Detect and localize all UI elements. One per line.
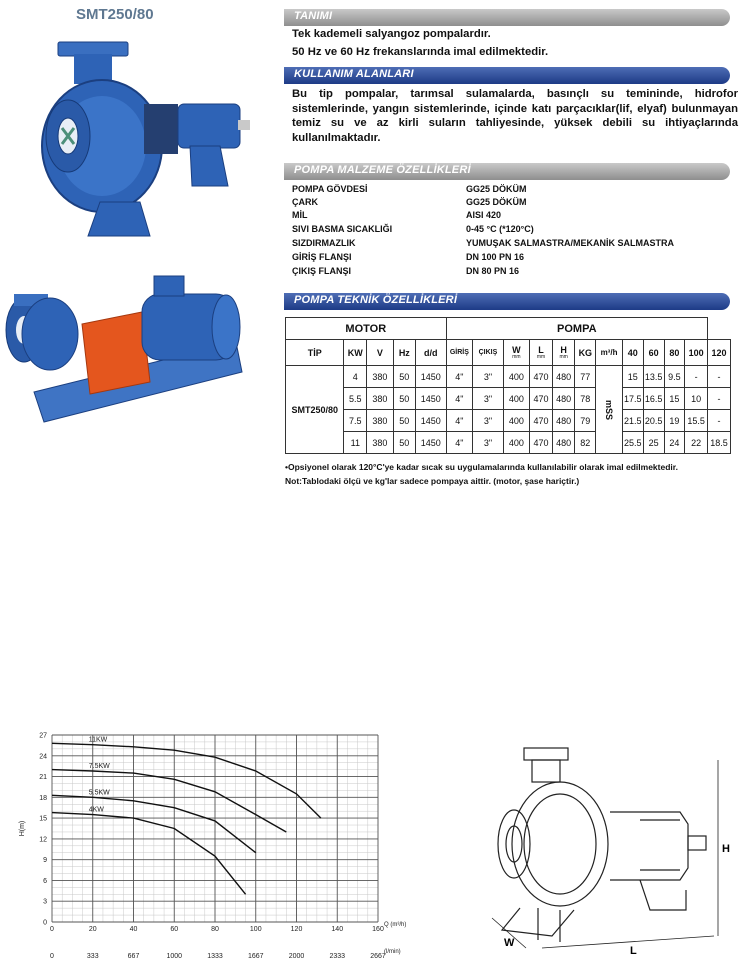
cell: 480 bbox=[552, 388, 575, 410]
y-tick-label: 6 bbox=[43, 877, 47, 885]
section-header-tanimi: TANIMI bbox=[284, 9, 730, 26]
x-tick-label-lmin: 2000 bbox=[288, 953, 305, 960]
section-header-teknik: POMPA TEKNİK ÖZELLİKLERİ bbox=[284, 293, 730, 310]
x-tick-label-lmin: 667 bbox=[127, 953, 140, 960]
x-tick-label: 80 bbox=[211, 926, 219, 933]
table-row bbox=[286, 432, 731, 454]
y-tick-label: 18 bbox=[39, 794, 47, 802]
x-tick-label-lmin: 2333 bbox=[329, 953, 346, 960]
cell: 3" bbox=[473, 410, 503, 432]
cell: 3" bbox=[473, 432, 503, 454]
x-tick-label: 20 bbox=[88, 926, 97, 933]
y-axis-label: H(m) bbox=[19, 820, 26, 837]
x-tick-label-lmin: 333 bbox=[86, 953, 99, 960]
mat-value: DN 100 PN 16 bbox=[466, 252, 525, 262]
x-axis-label-lmin: (l/min) bbox=[384, 949, 401, 955]
cell: 15 bbox=[664, 388, 685, 410]
col-kw: KW bbox=[344, 340, 367, 366]
cell: 470 bbox=[530, 388, 553, 410]
cell: 4" bbox=[446, 410, 473, 432]
cell: 82 bbox=[575, 432, 596, 454]
cell: 13.5 bbox=[643, 366, 664, 388]
col-q60: 60 bbox=[643, 340, 664, 366]
mat-value: 0-45 °C (*120°C) bbox=[466, 224, 534, 234]
pump-dimension-drawing bbox=[490, 740, 735, 955]
cell: 480 bbox=[552, 366, 575, 388]
cell: 18.5 bbox=[708, 432, 731, 454]
mat-value: GG25 DÖKÜM bbox=[466, 197, 527, 207]
cell: 4" bbox=[446, 432, 473, 454]
col-tip: TİP bbox=[286, 340, 344, 366]
cell: 11 bbox=[344, 432, 367, 454]
cell: 15.5 bbox=[685, 410, 708, 432]
x-tick-label: 100 bbox=[249, 926, 262, 933]
mat-label: SIVI BASMA SICAKLIĞI bbox=[292, 224, 393, 234]
cell: 400 bbox=[503, 388, 529, 410]
spec-table bbox=[285, 317, 731, 454]
note-table: Not:Tablodaki ölçü ve kg'lar sadece pompaya aittir. (motor, şase hariçtir.) bbox=[285, 476, 580, 486]
table-row bbox=[286, 366, 731, 388]
cell: 480 bbox=[552, 432, 575, 454]
cell: 1450 bbox=[416, 432, 447, 454]
col-v: V bbox=[367, 340, 393, 366]
cell: 50 bbox=[393, 388, 415, 410]
col-group-motor: MOTOR bbox=[286, 318, 447, 340]
mat-label: SIZDIRMAZLIK bbox=[292, 238, 356, 248]
cell: 77 bbox=[575, 366, 596, 388]
cell: 50 bbox=[393, 432, 415, 454]
series-label: 4KW bbox=[88, 806, 104, 814]
series-line bbox=[52, 770, 286, 832]
cell: 4 bbox=[344, 366, 367, 388]
cell: 3" bbox=[473, 366, 503, 388]
table-row bbox=[286, 410, 731, 432]
y-tick-label: 3 bbox=[43, 898, 47, 906]
cell: 1450 bbox=[416, 388, 447, 410]
x-tick-label: 60 bbox=[170, 926, 179, 933]
cell: 50 bbox=[393, 366, 415, 388]
cell: 22 bbox=[685, 432, 708, 454]
cell: 4" bbox=[446, 388, 473, 410]
cell: 4" bbox=[446, 366, 473, 388]
note-optional: •Opsiyonel olarak 120°C'ye kadar sıcak su uygulamalarında kullanılabilir olarak imal edilmektedir. bbox=[285, 462, 678, 472]
cell: 380 bbox=[367, 410, 393, 432]
cell: 400 bbox=[503, 366, 529, 388]
cell: 470 bbox=[530, 366, 553, 388]
cell: 7.5 bbox=[344, 410, 367, 432]
col-q40: 40 bbox=[622, 340, 643, 366]
x-tick-label: 140 bbox=[331, 926, 344, 933]
section-header-kullanim: KULLANIM ALANLARI bbox=[284, 67, 730, 84]
tanimi-line-1: Tek kademeli salyangoz pompalardır. bbox=[292, 28, 491, 40]
mat-label: ÇIKIŞ FLANŞI bbox=[292, 266, 352, 276]
x-tick-label-lmin: 1000 bbox=[166, 953, 183, 960]
mat-value: YUMUŞAK SALMASTRA/MEKANİK SALMASTRA bbox=[466, 238, 674, 248]
x-tick-label-lmin: 1333 bbox=[207, 953, 223, 960]
cell: 400 bbox=[503, 410, 529, 432]
mat-label: ÇARK bbox=[292, 197, 318, 207]
y-tick-label: 12 bbox=[39, 836, 47, 844]
cell: 15 bbox=[622, 366, 643, 388]
cell: 19 bbox=[664, 410, 685, 432]
cell: 25 bbox=[643, 432, 664, 454]
cell: 1450 bbox=[416, 366, 447, 388]
pump-photo-motor bbox=[4, 272, 249, 440]
col-w: W mm bbox=[503, 340, 529, 366]
mat-value: GG25 DÖKÜM bbox=[466, 184, 527, 194]
series-label: 11KW bbox=[88, 736, 108, 744]
col-q100: 100 bbox=[685, 340, 708, 366]
y-tick-label: 15 bbox=[39, 815, 47, 823]
kullanim-text: Bu tip pompalar, tarımsal sulamalarda, basınçlı su temininde, hidrofor sistemlerinde, yangın sistemlerinde, içinde katı parçacıklar(lif, elyaf) bulunmayan temiz su ve az kirli suların tahliyesinde, yüksek debili su ihtiyaçlarında kullanılmaktadır. bbox=[292, 88, 738, 144]
dim-label-h: H bbox=[722, 843, 730, 855]
cell: 1450 bbox=[416, 410, 447, 432]
table-row bbox=[286, 388, 731, 410]
cell: 400 bbox=[503, 432, 529, 454]
cell: - bbox=[708, 366, 731, 388]
cell: 10 bbox=[685, 388, 708, 410]
col-q120: 120 bbox=[708, 340, 731, 366]
cell: 470 bbox=[530, 432, 553, 454]
cell-tip: SMT250/80 bbox=[286, 366, 344, 454]
col-kg: KG bbox=[575, 340, 596, 366]
cell: - bbox=[708, 388, 731, 410]
cell: 78 bbox=[575, 388, 596, 410]
cell: 5.5 bbox=[344, 388, 367, 410]
x-tick-label: 0 bbox=[50, 926, 54, 933]
cell: 3" bbox=[473, 388, 503, 410]
x-axis-label: Q (m³/h) bbox=[384, 922, 407, 928]
dim-label-l: L bbox=[630, 945, 637, 957]
cell: 25.5 bbox=[622, 432, 643, 454]
x-tick-label: 40 bbox=[129, 926, 138, 933]
cell: 480 bbox=[552, 410, 575, 432]
x-tick-label: 160 bbox=[372, 926, 384, 933]
cell: - bbox=[685, 366, 708, 388]
mat-value: DN 80 PN 16 bbox=[466, 266, 520, 276]
cell: 79 bbox=[575, 410, 596, 432]
col-m3h: m³/h bbox=[596, 340, 623, 366]
mat-value: AISI 420 bbox=[466, 210, 502, 220]
mat-label: MİL bbox=[292, 210, 308, 220]
cell: - bbox=[708, 410, 731, 432]
x-tick-label: 120 bbox=[290, 926, 303, 933]
cell: 380 bbox=[367, 366, 393, 388]
series-label: 5.5KW bbox=[88, 789, 110, 797]
y-tick-label: 9 bbox=[43, 857, 47, 865]
section-header-malzeme: POMPA MALZEME ÖZELLİKLERİ bbox=[284, 163, 730, 180]
cell: 17.5 bbox=[622, 388, 643, 410]
col-q80: 80 bbox=[664, 340, 685, 366]
performance-chart bbox=[0, 725, 407, 965]
y-tick-label: 21 bbox=[39, 774, 47, 782]
mat-label: POMPA GÖVDESİ bbox=[292, 184, 368, 194]
col-l: L mm bbox=[530, 340, 553, 366]
cell: 9.5 bbox=[664, 366, 685, 388]
y-tick-label: 27 bbox=[39, 732, 47, 740]
x-tick-label-lmin: 1667 bbox=[247, 953, 264, 960]
cell: 380 bbox=[367, 388, 393, 410]
cell: 16.5 bbox=[643, 388, 664, 410]
y-tick-label: 24 bbox=[39, 753, 47, 761]
cell: 24 bbox=[664, 432, 685, 454]
series-label: 7.5KW bbox=[88, 763, 110, 771]
dim-label-w: W bbox=[504, 937, 515, 949]
cell: 20.5 bbox=[643, 410, 664, 432]
col-cikis: ÇIKIŞ bbox=[473, 340, 503, 366]
y-tick-label: 0 bbox=[43, 919, 47, 927]
cell: 50 bbox=[393, 410, 415, 432]
x-tick-label-lmin: 2667 bbox=[370, 953, 386, 960]
col-dd: d/d bbox=[416, 340, 447, 366]
cell-mss: mSS bbox=[596, 366, 623, 454]
col-group-pompa: POMPA bbox=[446, 318, 707, 340]
cell: 470 bbox=[530, 410, 553, 432]
pump-photo-bare bbox=[40, 36, 250, 246]
col-giris: GİRİŞ bbox=[446, 340, 473, 366]
mat-label: GİRİŞ FLANŞI bbox=[292, 252, 352, 262]
cell: 380 bbox=[367, 432, 393, 454]
x-tick-label-lmin: 0 bbox=[50, 953, 54, 960]
col-h: H mm bbox=[552, 340, 575, 366]
model-title: SMT250/80 bbox=[76, 6, 154, 23]
col-hz: Hz bbox=[393, 340, 415, 366]
cell: 21.5 bbox=[622, 410, 643, 432]
tanimi-line-2: 50 Hz ve 60 Hz frekanslarında imal edilmektedir. bbox=[292, 46, 549, 58]
